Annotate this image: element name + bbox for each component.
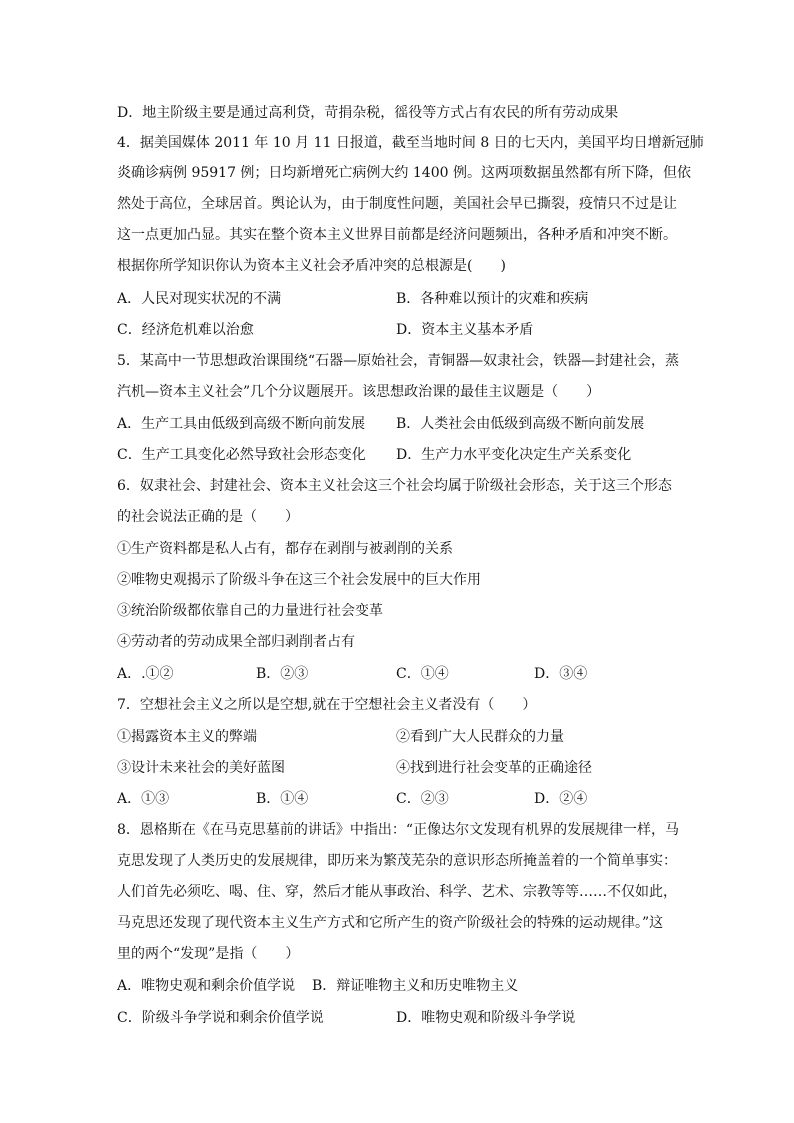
q4-stem-line-1: 4．据美国媒体 2011 年 10 月 11 日报道，截至当地时间 8 日的七天内，美国平均日增新冠肺 bbox=[117, 135, 704, 151]
q5-option-c: C．生产工具变化必然导致社会形态变化 bbox=[117, 447, 366, 463]
q6-option-a: A．.①② bbox=[117, 666, 174, 682]
q7-item-4: ④找到进行社会变革的正确途径 bbox=[396, 760, 592, 776]
q8-stem-line-2: 克思发现了人类历史的发展规律，即历来为繁茂芜杂的意识形态所掩盖着的一个简单事实： bbox=[117, 853, 677, 869]
q5-stem-line-2: 汽机—资本主义社会”几个分议题展开。该思想政治课的最佳主议题是（ ） bbox=[117, 384, 601, 400]
q4-stem-line-2: 炎确诊病例 95917 例；日均新增死亡病例大约 1400 例。这两项数据虽然都有所下降，但依 bbox=[117, 165, 691, 181]
q8-option-d: D．唯物史观和阶级斗争学说 bbox=[396, 1010, 576, 1026]
q6-stem-line-1: 6．奴隶社会、封建社会、资本主义社会这三个社会均属于阶级社会形态，关于这三个形态 bbox=[117, 478, 672, 494]
q4-stem-line-4: 这一点更加凸显。其实在整个资本主义世界目前都是经济问题频出，各种矛盾和冲突不断。 bbox=[117, 227, 677, 243]
q4-option-a: A．人民对现实状况的不满 bbox=[117, 291, 282, 307]
q8-option-b: B．辩证唯物主义和历史唯物主义 bbox=[312, 978, 519, 994]
q7-option-d: D．②④ bbox=[534, 791, 588, 807]
q7-item-3: ③设计未来社会的美好蓝图 bbox=[117, 760, 285, 776]
q6-stem-line-2: 的社会说法正确的是（ ） bbox=[117, 509, 299, 525]
q6-item-1: ①生产资料都是私人占有，都存在剥削与被剥削的关系 bbox=[117, 541, 453, 557]
q7-item-1: ①揭露资本主义的弊端 bbox=[117, 729, 257, 745]
q6-item-2: ②唯物史观揭示了阶级斗争在这三个社会发展中的巨大作用 bbox=[117, 572, 481, 588]
q5-option-d: D．生产力水平变化决定生产关系变化 bbox=[396, 447, 632, 463]
q3-option-d: D．地主阶级主要是通过高利贷，苛捐杂税，徭役等方式占有农民的所有劳动成果 bbox=[117, 105, 619, 121]
q5-option-b: B．人类社会由低级到高级不断向前发展 bbox=[396, 416, 645, 432]
q7-item-2: ②看到广大人民群众的力量 bbox=[396, 729, 564, 745]
q8-stem-line-4: 马克思还发现了现代资本主义生产方式和它所产生的资产阶级社会的特殊的运动规律。”这 bbox=[117, 915, 664, 931]
q4-option-d: D．资本主义基本矛盾 bbox=[396, 322, 534, 338]
q4-option-c: C．经济危机难以治愈 bbox=[117, 322, 254, 338]
q8-stem-line-1: 8．恩格斯在《在马克思墓前的讲话》中指出：“正像达尔文发现有机界的发展规律一样，马 bbox=[117, 822, 680, 838]
q6-item-3: ③统治阶级都依靠自己的力量进行社会变革 bbox=[117, 603, 383, 619]
q7-option-b: B．①④ bbox=[256, 791, 309, 807]
q7-option-a: A．①③ bbox=[117, 791, 170, 807]
q7-stem: 7．空想社会主义之所以是空想,就在于空想社会主义者没有（ ） bbox=[117, 697, 537, 713]
q8-stem-line-5: 里的两个“发现”是指（ ） bbox=[117, 946, 300, 962]
q4-stem-line-5: 根据你所学知识你认为资本主义社会矛盾冲突的总根源是( ) bbox=[117, 258, 506, 274]
q6-option-c: C．①④ bbox=[396, 666, 449, 682]
q8-option-c: C．阶级斗争学说和剩余价值学说 bbox=[117, 1010, 324, 1026]
q6-option-b: B．②③ bbox=[256, 666, 309, 682]
q7-option-c: C．②③ bbox=[396, 791, 449, 807]
q8-stem-line-3: 人们首先必须吃、喝、住、穿，然后才能从事政治、科学、艺术、宗教等等……不仅如此， bbox=[117, 884, 677, 900]
q4-stem-line-3: 然处于高位，全球居首。舆论认为，由于制度性问题，美国社会早已撕裂，疫情只不过是让 bbox=[117, 196, 677, 212]
q6-option-d: D．③④ bbox=[534, 666, 588, 682]
q8-option-a: A．唯物史观和剩余价值学说 bbox=[117, 978, 296, 994]
q5-stem-line-1: 5．某高中一节思想政治课围绕“石器—原始社会，青铜器—奴隶社会，铁器—封建社会，蒸 bbox=[117, 353, 680, 369]
q6-item-4: ④劳动者的劳动成果全部归剥削者占有 bbox=[117, 634, 355, 650]
q4-option-b: B．各种难以预计的灾难和疾病 bbox=[396, 291, 589, 307]
q5-option-a: A．生产工具由低级到高级不断向前发展 bbox=[117, 416, 366, 432]
